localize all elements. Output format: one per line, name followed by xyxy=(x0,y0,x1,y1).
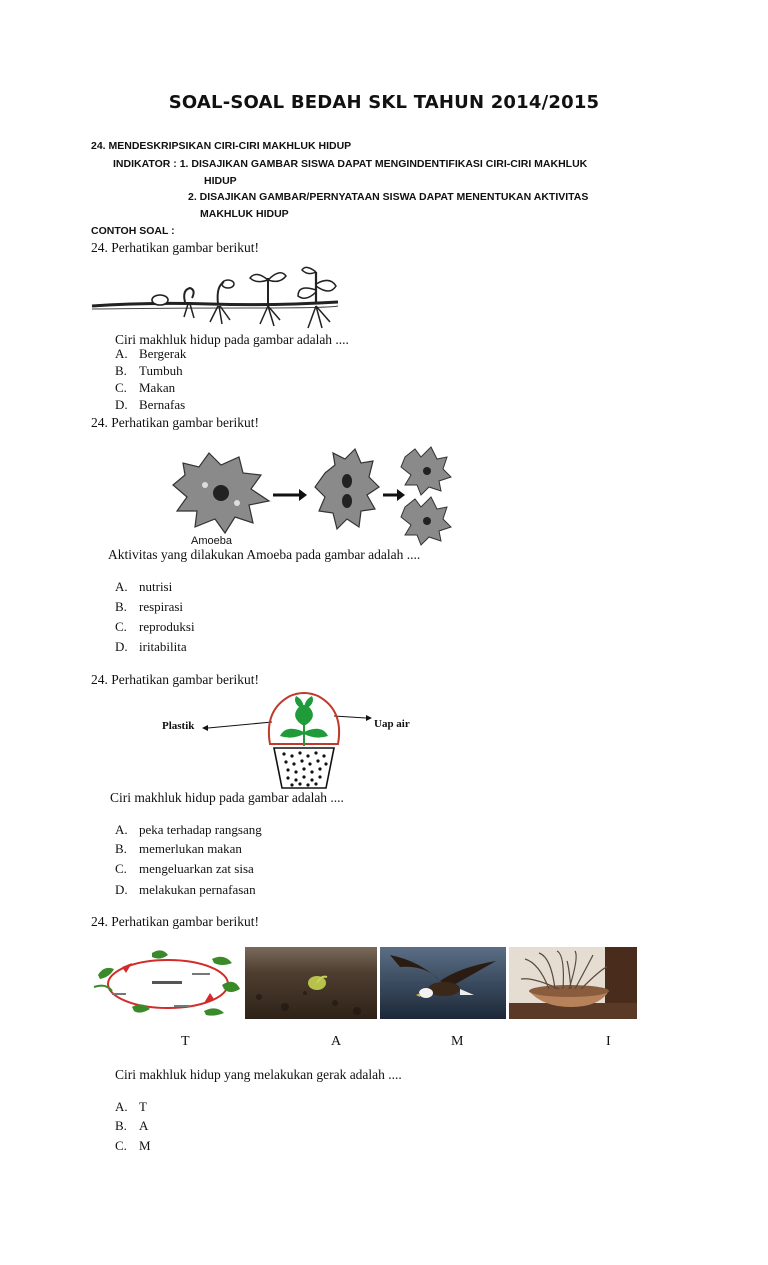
option-key: C. xyxy=(115,861,127,876)
label-letter-i: I xyxy=(606,1034,611,1049)
plant-growth-image xyxy=(90,262,340,332)
seedling-image xyxy=(245,947,377,1019)
contoh-soal-label: CONTOH SOAL : xyxy=(91,225,175,237)
option-text: Makan xyxy=(139,380,176,395)
q2-prompt: 24. Perhatikan gambar berikut! xyxy=(91,415,259,430)
q4-option-b xyxy=(115,1118,148,1134)
q3-option-d xyxy=(115,882,256,898)
option-key: B. xyxy=(115,841,127,856)
indicator-2: 2. DISAJIKAN GAMBAR/PERNYATAAN SISWA DAPAT MENENTUKAN AKTIVITAS xyxy=(188,191,589,203)
option-key: D. xyxy=(115,639,128,654)
eagle-image xyxy=(380,947,506,1019)
option-key: A. xyxy=(115,822,128,837)
q4-prompt: 24. Perhatikan gambar berikut! xyxy=(91,914,259,929)
option-text: mengeluarkan zat sisa xyxy=(139,861,254,876)
option-key: B. xyxy=(115,363,127,378)
option-key: A. xyxy=(115,579,128,594)
q2-option-c xyxy=(115,619,195,635)
option-text: A xyxy=(139,1118,149,1133)
option-text: melakukan pernafasan xyxy=(139,882,256,897)
q4-option-a xyxy=(115,1099,147,1115)
plant-in-plastic-image xyxy=(200,690,380,790)
q3-option-b xyxy=(115,841,242,857)
option-text: T xyxy=(139,1099,147,1114)
option-key: C. xyxy=(115,619,127,634)
option-text: Bernafas xyxy=(139,397,186,412)
amoeba-label: Amoeba xyxy=(191,535,232,547)
option-text: iritabilita xyxy=(139,639,187,654)
option-key: D. xyxy=(115,397,128,412)
q1-question: Ciri makhluk hidup pada gambar adalah .... xyxy=(115,332,349,347)
label-plastik: Plastik xyxy=(162,720,195,732)
lifecycle-image xyxy=(92,947,242,1019)
option-key: C. xyxy=(115,1138,127,1153)
indicator-1-cont: HIDUP xyxy=(204,175,237,187)
wilting-plant-image xyxy=(509,947,637,1019)
option-text: respirasi xyxy=(139,599,184,614)
q3-prompt: 24. Perhatikan gambar berikut! xyxy=(91,672,259,687)
option-text: Bergerak xyxy=(139,346,187,361)
q2-option-a xyxy=(115,579,172,595)
q2-option-d xyxy=(115,639,187,655)
label-letter-t: T xyxy=(181,1034,190,1049)
option-key: A. xyxy=(115,1099,128,1114)
option-text: peka terhadap rangsang xyxy=(139,822,262,837)
option-text: reproduksi xyxy=(139,619,195,634)
option-key: D. xyxy=(115,882,128,897)
option-text: M xyxy=(139,1138,151,1153)
q1-option-a xyxy=(115,346,186,362)
q1-prompt: 24. Perhatikan gambar berikut! xyxy=(91,240,259,255)
label-letter-a: A xyxy=(331,1034,342,1049)
topic-heading: 24. MENDESKRIPSIKAN CIRI-CIRI MAKHLUK HIDUP xyxy=(91,140,352,152)
option-key: C. xyxy=(115,380,127,395)
option-key: B. xyxy=(115,1118,127,1133)
indicator-2-cont: MAKHLUK HIDUP xyxy=(200,208,289,220)
q2-option-b xyxy=(115,599,183,615)
q3-option-a xyxy=(115,822,262,838)
label-letter-m: M xyxy=(451,1034,464,1049)
page-title: SOAL-SOAL BEDAH SKL TAHUN 2014/2015 xyxy=(168,92,600,113)
q1-option-d xyxy=(115,397,185,413)
option-text: Tumbuh xyxy=(139,363,183,378)
q3-question: Ciri makhluk hidup pada gambar adalah .... xyxy=(110,790,344,805)
q1-option-b xyxy=(115,363,183,379)
option-text: memerlukan makan xyxy=(139,841,242,856)
q2-question: Aktivitas yang dilakukan Amoeba pada gambar adalah .... xyxy=(108,547,421,562)
option-text: nutrisi xyxy=(139,579,173,594)
q4-option-c xyxy=(115,1138,151,1154)
q1-option-c xyxy=(115,380,175,396)
q4-question: Ciri makhluk hidup yang melakukan gerak adalah .... xyxy=(115,1067,402,1082)
label-uap-air: Uap air xyxy=(374,718,410,730)
q3-option-c xyxy=(115,861,254,877)
indicator-1: INDIKATOR : 1. DISAJIKAN GAMBAR SISWA DAPAT MENGINDENTIFIKASI CIRI-CIRI MAKHLUK xyxy=(113,158,588,170)
option-key: A. xyxy=(115,346,128,361)
amoeba-division-image xyxy=(165,445,460,545)
option-key: B. xyxy=(115,599,127,614)
